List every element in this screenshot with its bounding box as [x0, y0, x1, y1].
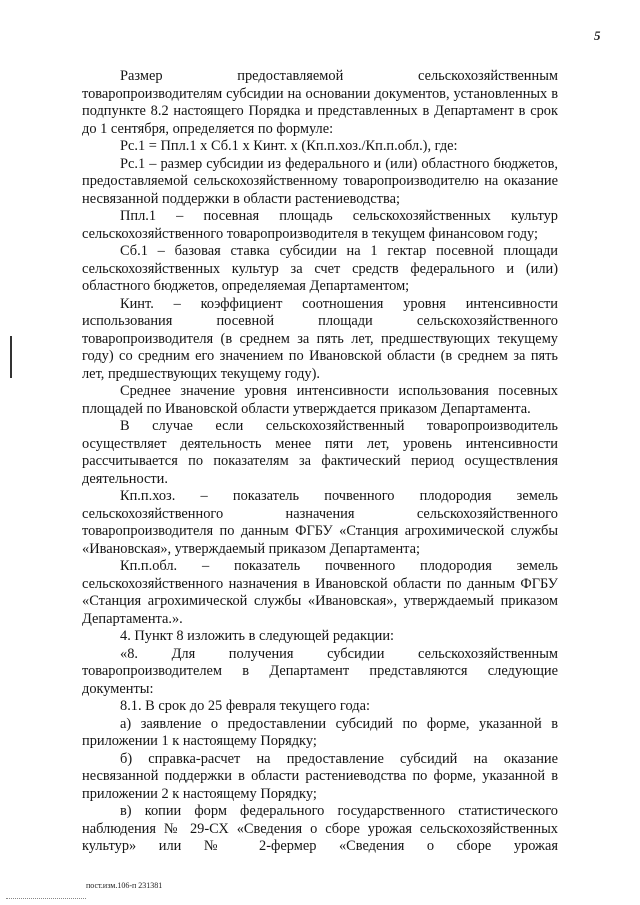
- paragraph-item-a: а) заявление о предоставлении субсидий по форме, указанной в приложении 1 к настоящему Порядку;: [82, 715, 558, 749]
- paragraph-item-v: в) копии форм федерального государственного статистического наблюдения № 29-СХ «Сведения о сборе урожая сельскохозяйственных культур» или № 2-фермер «Сведения о сборе урожая: [82, 803, 558, 854]
- paragraph-formula: Рс.1 = Ппл.1 х Сб.1 х Кинт. х (Кп.п.хоз./Кп.п.обл.), где:: [120, 138, 458, 154]
- footer-code: пост.изм.106-п 231381: [86, 881, 163, 890]
- paragraph-kpp-farm-definition: Кп.п.хоз. – показатель почвенного плодородия земель сельскохозяйственного назначения сельскохозяйственного товаропроизводителя по данным ФГБУ «Станция агрохимической службы «Ивановская», утверждаемый приказом Департамента;: [82, 488, 558, 557]
- paragraph-item-8-1: 8.1. В срок до 25 февраля текущего года:: [120, 698, 370, 714]
- paragraph-item-8: «8. Для получения субсидии сельскохозяйственным товаропроизводителем в Департамент представляются следующие документы:: [82, 645, 558, 697]
- paragraph-kpp-region-definition: Кп.п.обл. – показатель почвенного плодородия земель сельскохозяйственного назначения в Ивановской области по данным ФГБУ «Станция агрохимической службы «Ивановская», утверждаемый приказом Департамента.».: [82, 558, 558, 627]
- body-text: [82, 68, 558, 856]
- page-number-mark: 5: [594, 28, 601, 43]
- paragraph-rs1-definition: Рс.1 – размер субсидии из федерального и (или) областного бюджетов, предоставляемой сельскохозяйственному товаропроизводителю на оказание несвязанной поддержки в области растениеводства;: [82, 155, 558, 207]
- paragraph-sb1-definition: Сб.1 – базовая ставка субсидии на 1 гектар посевной площади сельскохозяйственных культур за счет средств федерального и (или) областного бюджетов, определяемая Департаментом;: [82, 243, 558, 294]
- paragraph-subsidy-size: Размер предоставляемой сельскохозяйственным товаропроизводителям субсидии на основании документов, установленных в подпункте 8.2 настоящего Порядка и представленных в Департамент в срок до 1 сентября, определяется по формуле:: [82, 68, 558, 137]
- paragraph-item-4: 4. Пункт 8 изложить в следующей редакции:: [120, 628, 395, 644]
- paragraph-ppl1-definition: Ппл.1 – посевная площадь сельскохозяйственных культур сельскохозяйственного товаропроизводителя в текущем финансовом году;: [82, 208, 558, 242]
- paragraph-item-b: б) справка-расчет на предоставление субсидий на оказание несвязанной поддержки в области растениеводства по форме, указанной в приложении 2 к настоящему Порядку;: [82, 750, 558, 802]
- scan-artifact: [6, 898, 86, 899]
- paragraph-average-intensity: Среднее значение уровня интенсивности использования посевных площадей по Ивановской области утверждается приказом Департамента.: [82, 383, 558, 417]
- paragraph-kint-definition: Кинт. – коэффициент соотношения уровня интенсивности использования посевной площади сельскохозяйственного товаропроизводителя (в среднем за пять лет, предшествующих текущему году) со средним его значением по Ивановской области (в среднем за пять лет, предшествующих текущему году).: [82, 295, 558, 382]
- margin-mark: [10, 336, 12, 378]
- paragraph-less-than-five-years: В случае если сельскохозяйственный товаропроизводитель осуществляет деятельность менее пяти лет, уровень интенсивности рассчитывается по показателям за фактический период осуществления деятельности.: [82, 418, 558, 487]
